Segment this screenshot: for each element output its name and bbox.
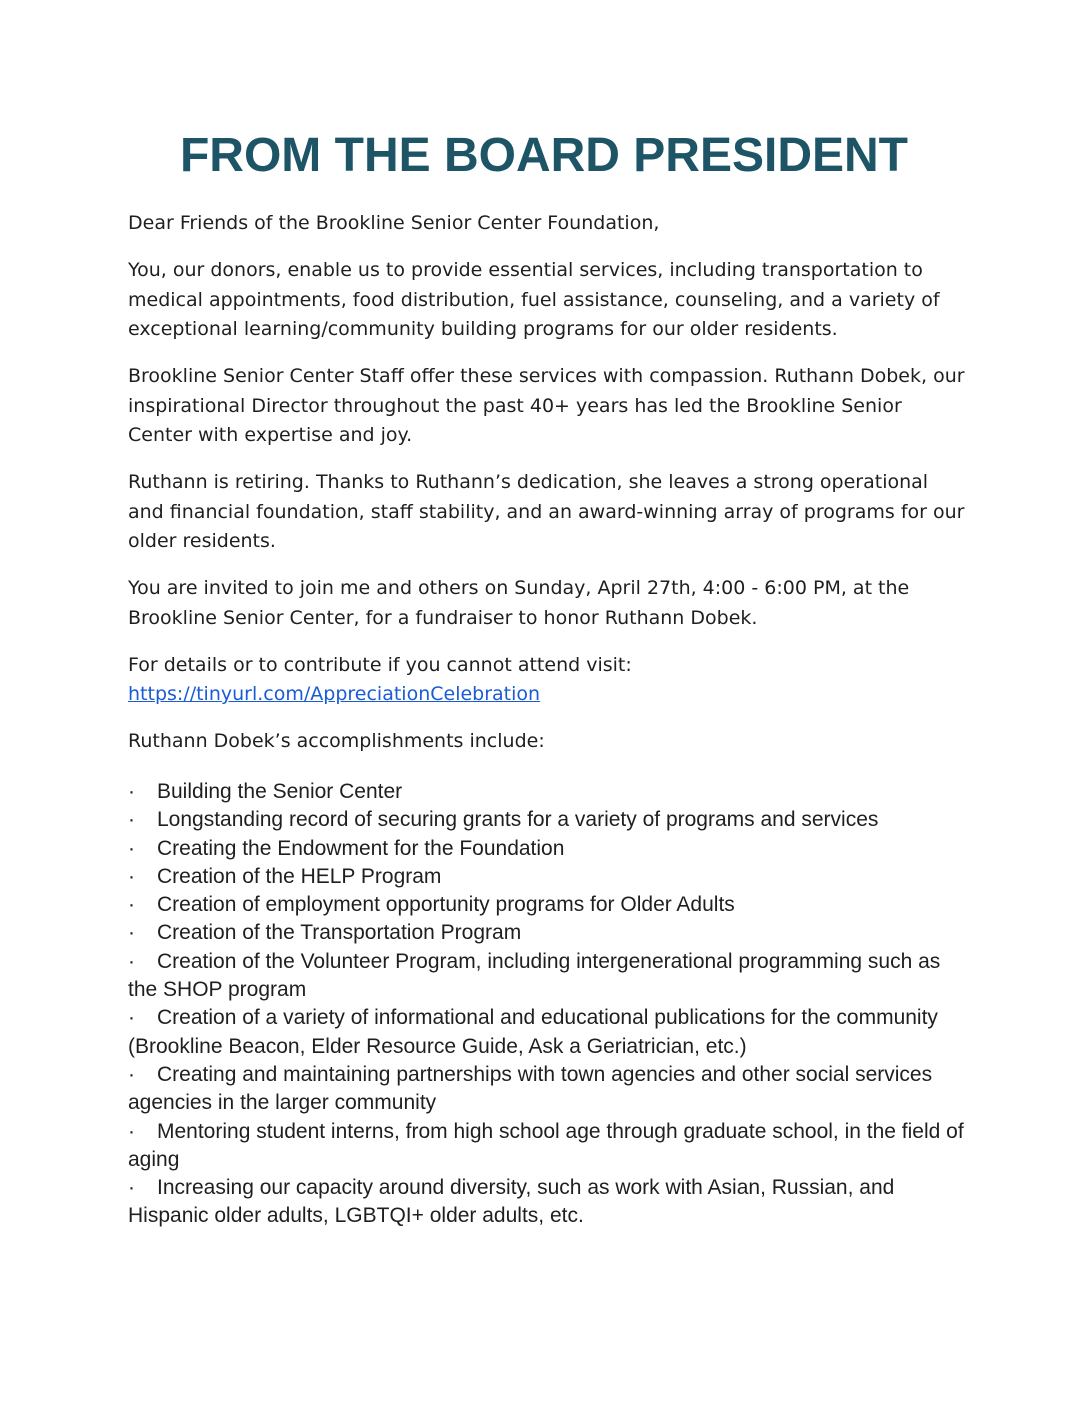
list-item-text: Mentoring student interns, from high school age through graduate school, in the field of aging [128,1119,964,1171]
list-item-text: Creation of employment opportunity programs for Older Adults [157,893,735,917]
list-item-text: Building the Senior Center [157,780,403,803]
paragraph-invitation: You are invited to join me and others on Sunday, April 27th, 4:00 - 6:00 PM, at the Brookline Senior Center, for a fundraiser to honor Ruthann Dobek. [128,577,910,629]
bullet-dot: · [128,893,135,917]
list-item [128,948,968,1005]
list-item [128,863,968,891]
bullet-dot: · [128,780,135,803]
bullet-dot: · [128,949,135,973]
list-item-text: Creation of a variety of informational and educational publications for the community (Brookline Beacon, Elder Resource Guide, Ask a Geriatrician, etc.) [128,1006,938,1058]
list-item-text: Creating the Endowment for the Foundation [157,836,565,860]
bullet-dot: · [128,836,135,860]
list-item [128,1004,968,1061]
list-item [128,891,968,919]
list-item-text: Longstanding record of securing grants for a variety of programs and services [157,808,879,832]
list-item-text: Increasing our capacity around diversity, such as work with Asian, Russian, and Hispanic older adults, LGBTQI+ older adults, etc. [128,1176,895,1228]
page-title: FROM THE BOARD PRESIDENT [179,129,908,182]
list-item-text: Creating and maintaining partnerships with town agencies and other social services agencies in the larger community [128,1062,933,1115]
bullet-dot: · [128,1119,135,1143]
list-item [128,919,968,947]
bullet-dot: · [128,1176,135,1200]
greeting: Dear Friends of the Brookline Senior Center Foundation, [128,212,660,234]
paragraph-donors: You, our donors, enable us to provide essential services, including transportation to medical appointments, food distribution, fuel assistance, counseling, and a variety of exceptional learning/community building programs for our older residents. [128,259,940,340]
accomplishments-intro: Ruthann Dobek’s accomplishments include: [128,730,545,752]
paragraph-staff: Brookline Senior Center Staff offer these services with compassion. Ruthann Dobek, our inspirational Director throughout the past 40+ years has led the Brookline Senior Center with expertise and joy. [128,365,965,446]
appreciation-celebration-link[interactable]: https://tinyurl.com/AppreciationCelebration [128,683,541,705]
details-text: For details or to contribute if you cannot attend visit: [128,653,632,676]
list-item-text: Creation of the Volunteer Program, including intergenerational programming such as the SHOP program [128,949,941,1002]
list-item [128,1118,968,1175]
accomplishments-list [128,778,968,1231]
list-item [128,806,968,834]
list-item-text: Creation of the Transportation Program [157,921,522,945]
letter-body [128,209,968,774]
list-item [128,778,968,806]
paragraph-details [128,651,968,710]
bullet-dot: · [128,921,135,945]
list-item [128,1061,968,1118]
list-item-text: Creation of the HELP Program [157,864,442,888]
bullet-dot: · [128,1062,135,1086]
list-item [128,835,968,863]
bullet-dot: · [128,808,135,832]
bullet-dot: · [128,864,135,888]
list-item [128,1174,968,1231]
bullet-dot: · [128,1006,135,1030]
paragraph-retiring: Ruthann is retiring. Thanks to Ruthann’s dedication, she leaves a strong operational and financial foundation, staff stability, and an award-winning array of programs for our older residents. [128,471,965,552]
